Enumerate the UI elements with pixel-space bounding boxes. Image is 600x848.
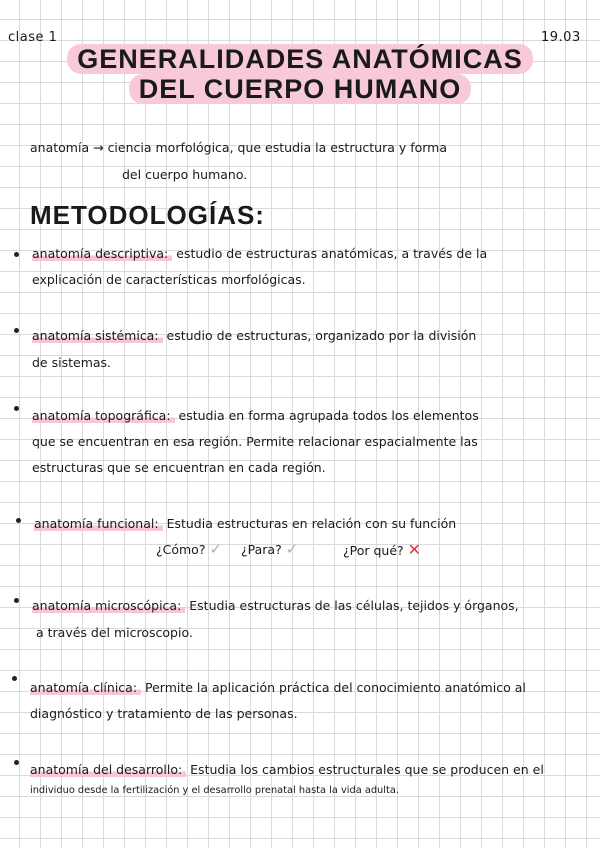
definition-line-1 [30,140,447,156]
item-text-continued: explicación de características morfológicas. [32,272,306,287]
item-term: anatomía clínica: [30,680,141,695]
list-item-line [32,246,487,262]
item-text-continued: estructuras que se encuentran en cada región. [32,460,326,475]
item-text-continued: individuo desde la fertilización y el desarrollo prenatal hasta la vida adulta. [30,785,399,796]
item-text-continued: que se encuentran en esa región. Permite relacionar espacialmente las [32,434,478,449]
item-text: estudia en forma agrupada todos los elementos [174,408,479,423]
question-how [156,540,222,558]
question-text: ¿Para? [241,542,282,557]
list-item-line [34,516,456,532]
item-text-continued: de sistemas. [32,355,112,370]
item-term: anatomía del desarrollo: [30,762,186,777]
cross-icon: ✕ [407,540,422,559]
item-term: anatomía microscópica: [32,598,185,613]
list-item-line [30,680,526,696]
bullet-icon [14,598,19,603]
item-text: estudio de estructuras, organizado por la división [162,328,477,343]
item-text: Estudia los cambios estructurales que se producen en el [186,762,544,777]
question-text: ¿Cómo? [156,542,206,557]
item-term: anatomía topográfica: [32,408,175,423]
item-term: anatomía funcional: [34,516,163,531]
bullet-icon [14,328,19,333]
item-text: estudio de estructuras anatómicas, a través de la [172,246,488,261]
check-icon: ✓ [285,540,299,558]
definition-line-2: del cuerpo humano. [122,167,248,182]
title-line-2: DEL CUERPO HUMANO [129,74,472,104]
check-icon: ✓ [209,540,223,558]
bullet-icon [16,518,21,523]
title-line-1: GENERALIDADES ANATÓMICAS [67,44,533,74]
item-text: Estudia estructuras de las células, tejidos y órganos, [185,598,519,613]
section-title: METODOLOGÍAS: [30,200,265,230]
bullet-icon [14,406,19,411]
page-subtitle [0,74,600,105]
item-text: Estudia estructuras en relación con su función [162,516,457,531]
item-text: Permite la aplicación práctica del conocimiento anatómico al [141,680,526,695]
item-term: anatomía sistémica: [32,328,163,343]
date-label: 19.03 [541,30,581,45]
definition-term: anatomía [30,140,90,155]
bullet-icon [14,760,19,765]
definition-text-1: ciencia morfológica, que estudia la estructura y forma [107,140,448,155]
item-text-continued: diagnóstico y tratamiento de las personas. [30,706,298,721]
class-label: clase 1 [8,30,58,45]
list-item-line [32,598,519,614]
bullet-icon [14,252,19,257]
item-term: anatomía descriptiva: [32,246,172,261]
bullet-icon [12,676,17,681]
arrow-icon: → [93,140,104,155]
question-what-for [241,540,298,558]
question-text: ¿Por qué? [343,543,404,558]
list-item-line [32,328,476,344]
list-item-line [32,408,479,424]
page-title [0,44,600,75]
item-text-continued: a través del microscopio. [36,625,193,640]
list-item-line [30,762,544,778]
question-why [343,540,421,559]
